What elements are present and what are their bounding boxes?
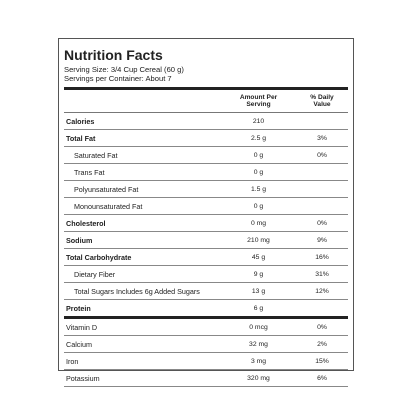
nutrient-amount: 0 mg [250,219,267,227]
nutrient-row [64,113,348,130]
nutrient-amount: 13 g [251,287,266,295]
nutrient-amount: 210 [252,117,265,125]
nutrient-daily-value: 15% [315,357,329,365]
vitamin-rows [64,319,348,387]
serving-size: Serving Size: 3/4 Cup Cereal (60 g) [64,65,184,74]
nutrient-row [64,130,348,147]
nutrient-daily-value: 3% [317,134,327,142]
nutrient-amount: 2.5 g [250,134,267,142]
amount-header-line-2: Serving [246,101,271,108]
nutrient-amount: 0 g [253,168,264,176]
nutrient-row [64,198,348,215]
nutrient-name: Protein [66,303,91,313]
nutrient-rows [64,113,348,316]
nutrient-daily-value: 2% [317,340,327,348]
nutrient-name: Iron [66,356,79,366]
nutrient-name: Dietary Fiber [74,269,116,279]
nutrient-name: Monounsaturated Fat [74,201,143,211]
nutrient-daily-value: 12% [315,287,329,295]
nutrient-name: Saturated Fat [74,150,118,160]
nutrient-amount: 3 mg [250,357,267,365]
nutrient-row [64,147,348,164]
nutrient-row [64,181,348,198]
nutrient-row [64,232,348,249]
nutrient-name: Trans Fat [74,167,105,177]
nutrient-row [64,336,348,353]
nutrient-row [64,164,348,181]
nutrient-row [64,370,348,387]
nutrient-amount: 45 g [251,253,266,261]
amount-column-header [221,94,296,108]
nutrient-row [64,215,348,232]
nutrient-amount: 0 g [253,202,264,210]
servings-per-container: Servings per Container: About 7 [64,74,172,83]
nutrient-amount: 0 mcg [249,323,268,331]
nutrient-name: Calcium [66,339,92,349]
nutrient-row [64,353,348,370]
nutrient-row [64,319,348,336]
dv-header-line-2: Value [313,101,331,108]
column-header-row [64,90,348,113]
nutrient-name: Sodium [66,235,93,245]
amount-header-line-1: Amount Per [239,94,278,101]
nutrient-amount: 1.5 g [250,185,267,193]
nutrient-daily-value: 9% [317,236,327,244]
nutrient-amount: 32 mg [249,340,268,348]
nutrient-amount: 320 mg [247,374,270,382]
nutrient-amount: 9 g [253,270,264,278]
nutrient-name: Cholesterol [66,218,106,228]
label-title: Nutrition Facts [64,47,163,63]
nutrient-name: Total Sugars Includes 6g Added Sugars [74,286,200,296]
nutrient-daily-value: 0% [317,219,327,227]
nutrient-amount: 210 mg [247,236,270,244]
nutrient-daily-value: 16% [315,253,329,261]
nutrient-name: Polyunsaturated Fat [74,184,139,194]
nutrient-daily-value: 31% [315,270,329,278]
nutrient-name: Calories [66,116,95,126]
nutrient-row [64,249,348,266]
nutrient-row [64,283,348,300]
nutrient-daily-value: 0% [317,323,327,331]
daily-value-column-header [296,94,348,108]
nutrient-name: Vitamin D [66,322,98,332]
nutrient-row [64,266,348,283]
nutrient-amount: 0 g [253,151,264,159]
nutrient-name: Total Carbohydrate [66,252,132,262]
nutrient-daily-value: 0% [317,151,327,159]
nutrient-name: Potassium [66,373,100,383]
nutrient-name: Total Fat [66,133,96,143]
nutrition-facts-panel [58,38,354,383]
nutrient-amount: 6 g [253,304,264,312]
nutrient-row [64,300,348,316]
dv-header-line-1: % Daily [310,94,334,101]
nutrient-daily-value: 6% [317,374,327,382]
